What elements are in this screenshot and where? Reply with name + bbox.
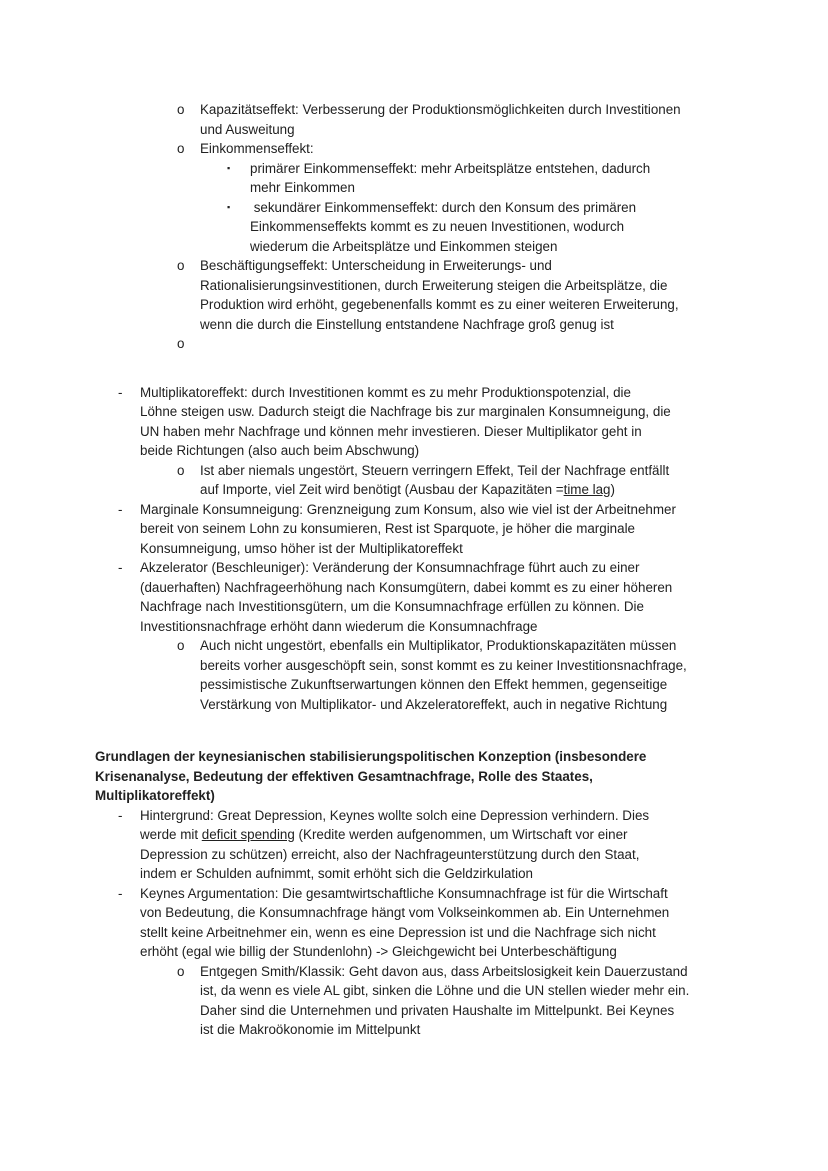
paragraph-text	[140, 500, 748, 559]
text-line: Daher sind die Unternehmen und privaten Haushalte im Mittelpunkt. Bei Keynes	[200, 1002, 675, 1018]
text-line: Entgegen Smith/Klassik: Geht davon aus, dass Arbeitslosigkeit kein Dauerzustand	[200, 963, 688, 979]
text-line: beide Richtungen (also auch beim Abschwung)	[140, 443, 420, 458]
list-item	[95, 139, 748, 159]
list-item	[95, 256, 748, 334]
text-line: Einkommenseffekts kommt es zu neuen Investitionen, wodurch	[250, 219, 625, 234]
text-line: Krisenanalyse, Bedeutung der effektiven Gesamtnachfrage, Rolle des Staates,	[95, 768, 593, 784]
list-item	[95, 636, 748, 714]
text-line	[200, 334, 748, 354]
list-item	[95, 962, 748, 1040]
paragraph-text	[95, 747, 748, 806]
text-line: stellt keine Arbeitnehmer ein, wenn es eine Depression ist und die Nachfrage sich nicht	[140, 924, 656, 940]
paragraph-text	[140, 558, 748, 636]
paragraph-text	[200, 334, 748, 354]
text-line: indem er Schulden aufnimmt, somit erhöht sich die Geldzirkulation	[140, 866, 533, 881]
text-line: Multiplikatoreffekt: durch Investitionen kommt es zu mehr Produktionspotenzial, die	[140, 384, 631, 400]
bullet-marker: -	[118, 885, 123, 901]
text-line: erhöht (egal wie billig der Stundenlohn) -> Gleichgewicht bei Unterbeschäftigung	[140, 944, 617, 959]
section-gap	[95, 714, 748, 747]
text-line: Grundlagen der keynesianischen stabilisierungspolitischen Konzeption (insbesondere	[95, 749, 647, 764]
text-line: Konsumneigung, umso höher ist der Multiplikatoreffekt	[140, 540, 463, 556]
list-item	[95, 558, 748, 636]
bullet-marker: o	[177, 336, 185, 351]
text-line: bereits vorher ausgeschöpft sein, sonst kommt es zu keiner Investitionsnachfrage,	[200, 657, 687, 673]
text-line: Verstärkung von Multiplikator- und Akzeleratoreffekt, auch in negative Richtung	[200, 696, 668, 712]
list-item	[95, 884, 748, 962]
text-line: von Bedeutung, die Konsumnachfrage hängt vom Volkseinkommen ab. Ein Unternehmen	[140, 905, 670, 920]
text-line: Akzelerator (Beschleuniger): Veränderung der Konsumnachfrage führt auch zu einer	[140, 560, 640, 575]
list-item	[95, 159, 748, 198]
paragraph-text	[250, 198, 748, 257]
paragraph-text	[200, 256, 748, 334]
text-line: wiederum die Arbeitsplätze und Einkommen steigen	[250, 238, 558, 254]
bullet-marker: -	[118, 501, 123, 517]
bullet-marker: o	[177, 963, 185, 979]
paragraph-text	[250, 159, 748, 198]
paragraph-text	[140, 806, 748, 884]
list-item	[95, 198, 748, 257]
text-line: Multiplikatoreffekt)	[95, 788, 215, 803]
text-line: Rationalisierungsinvestitionen, durch Erweiterung steigen die Arbeitsplätze, die	[200, 277, 668, 293]
paragraph-text	[200, 461, 748, 500]
text-line: Produktion wird erhöht, gegebenenfalls kommt es zu einer weiteren Erweiterung,	[200, 297, 679, 312]
text-line: Marginale Konsumneigung: Grenzneigung zum Konsum, also wie viel ist der Arbeitnehmer	[140, 501, 676, 517]
text-line: Beschäftigungseffekt: Unterscheidung in Erweiterungs- und	[200, 258, 552, 273]
list-item	[95, 100, 748, 139]
text-line: und Ausweitung	[200, 121, 295, 137]
text-line: Löhne steigen usw. Dadurch steigt die Nachfrage bis zur marginalen Konsumneigung, die	[140, 404, 671, 419]
list-item	[95, 383, 748, 461]
list-item	[95, 500, 748, 559]
text-line: wenn die durch die Einstellung entstandene Nachfrage groß genug ist	[200, 316, 614, 332]
section-gap	[95, 354, 748, 383]
text-line: (dauerhaften) Nachfrageerhöhung nach Konsumgütern, dabei kommt es zu einer höheren	[140, 579, 673, 595]
text-line: pessimistische Zukunftserwartungen können den Effekt hemmen, gegenseitige	[200, 677, 668, 692]
bullet-marker: -	[118, 560, 123, 575]
bullet-marker: o	[177, 638, 185, 653]
text-line: bereit von seinem Lohn zu konsumieren, Rest ist Sparquote, je höher die marginale	[140, 521, 635, 536]
paragraph-text	[200, 636, 748, 714]
text-line: Kapazitätseffekt: Verbesserung der Produktionsmöglichkeiten durch Investitionen	[200, 102, 681, 117]
text-line: Nachfrage nach Investitionsgütern, um die Konsumnachfrage erfüllen zu können. Die	[140, 599, 644, 614]
text-line: UN haben mehr Nachfrage und können mehr investieren. Dieser Multiplikator geht in	[140, 423, 642, 439]
text-line: Einkommenseffekt:	[200, 141, 314, 156]
document-body	[95, 100, 748, 1040]
text-line: auf Importe, viel Zeit wird benötigt (Ausbau der Kapazitäten =time lag)	[200, 482, 615, 497]
bullet-marker: ▪	[227, 201, 231, 212]
text-line: Investitionsnachfrage erhöht dann wiederum die Konsumnachfrage	[140, 618, 538, 634]
bullet-marker: ▪	[227, 162, 231, 173]
text-line: mehr Einkommen	[250, 180, 355, 195]
section-heading	[95, 747, 748, 806]
text-line: werde mit deficit spending (Kredite werden aufgenommen, um Wirtschaft vor einer	[140, 827, 628, 842]
text-line: sekundärer Einkommenseffekt: durch den Konsum des primären	[250, 199, 637, 215]
bullet-marker: -	[118, 807, 123, 823]
list-item	[95, 461, 748, 500]
text-line: Ist aber niemals ungestört, Steuern verringern Effekt, Teil der Nachfrage entfällt	[200, 462, 670, 478]
paragraph-text	[200, 100, 748, 139]
list-item	[95, 806, 748, 884]
paragraph-text	[140, 884, 748, 962]
text-line: Hintergrund: Great Depression, Keynes wollte solch eine Depression verhindern. Dies	[140, 807, 650, 823]
text-line: ist die Makroökonomie im Mittelpunkt	[200, 1022, 421, 1037]
bullet-marker: o	[177, 102, 185, 117]
bullet-marker: -	[118, 384, 123, 400]
list-item	[95, 334, 748, 354]
paragraph-text	[200, 962, 748, 1040]
bullet-marker: o	[177, 258, 185, 273]
text-line: primärer Einkommenseffekt: mehr Arbeitsplätze entstehen, dadurch	[250, 160, 651, 176]
bullet-marker: o	[177, 462, 185, 478]
paragraph-text	[140, 383, 748, 461]
text-line: ist, da wenn es viele AL gibt, sinken die Löhne und die UN stellen wieder mehr ein.	[200, 983, 690, 998]
text-line: Keynes Argumentation: Die gesamtwirtschaftliche Konsumnachfrage ist für die Wirtschaft	[140, 885, 668, 901]
paragraph-text	[200, 139, 748, 159]
text-line: Auch nicht ungestört, ebenfalls ein Multiplikator, Produktionskapazitäten müssen	[200, 638, 677, 653]
bullet-marker: o	[177, 141, 185, 156]
text-line: Depression zu schützen) erreicht, also der Nachfrageunterstützung durch den Staat,	[140, 846, 640, 862]
